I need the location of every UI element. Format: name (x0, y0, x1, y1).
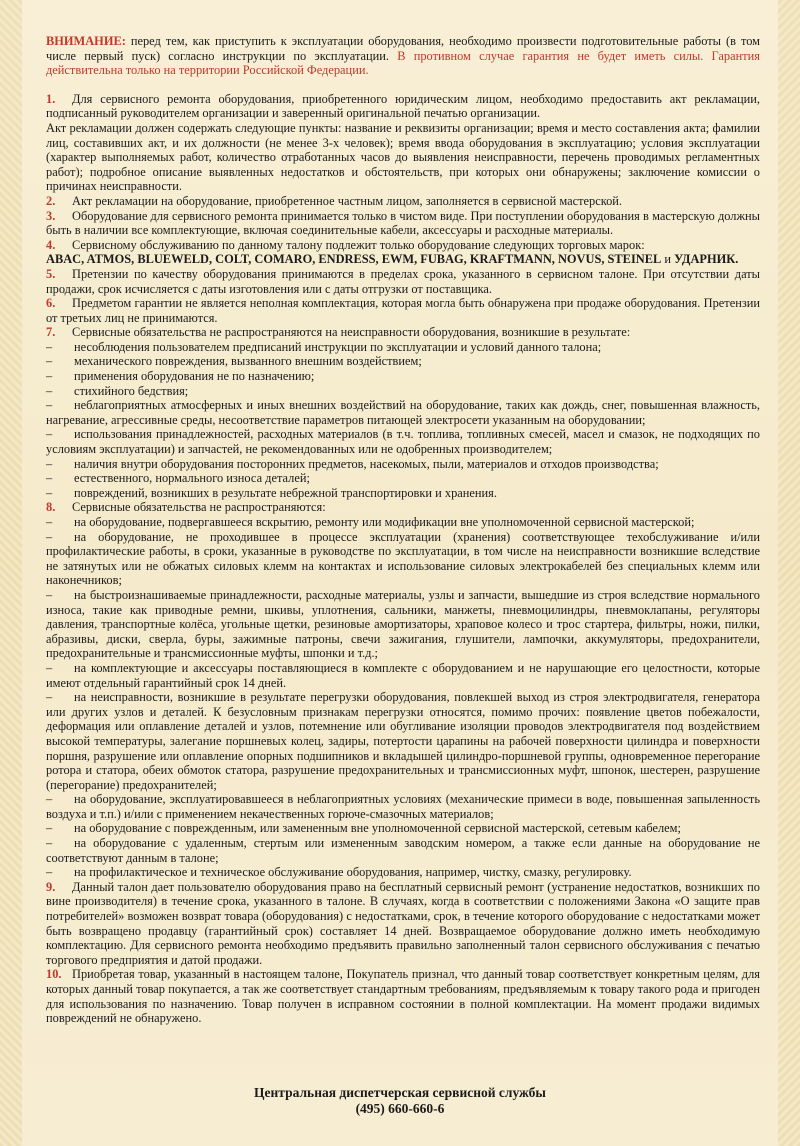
list-item (46, 690, 760, 792)
notice-text: перед тем, как приступить к эксплуатации оборудования, необходимо произвести подготовительные работы (в том числе первый пуск) согласно инструкции по эксплуатации. (46, 34, 760, 63)
clause-text: Претензии по качеству оборудования принимаются в пределах срока, указанного в сервисном талоне. При отсутствии даты продажи, срок исчисляется с даты изготовления или с даты отгрузки от поставщика. (46, 266, 760, 296)
list-item-text: механического повреждения, вызванного внешним воздействием; (74, 354, 422, 369)
clause-2 (46, 194, 760, 209)
list-item-text: повреждений, возникших в результате небрежной транспортировки и хранения. (74, 485, 497, 500)
list-item (46, 836, 760, 865)
list-item (46, 398, 760, 427)
brand-names: ABAC, ATMOS, BLUEWELD, COLT, COMARO, ENDRESS, EWM, FUBAG, KRAFTMANN, NOVUS, STEINEL (46, 252, 662, 267)
brand-last: УДАРНИК (674, 252, 736, 267)
brand-and: и (661, 252, 675, 267)
clause-text: Для сервисного ремонта оборудования, приобретенного юридическим лицом, необходимо предоставить акт рекламации, подписанный руководителем организации и заверенный оригинальной печатью организации. (46, 91, 760, 121)
list-dash: – (46, 792, 53, 807)
clause-text: Сервисному обслуживанию по данному талону подлежит только оборудование следующих торговых марок: (72, 237, 645, 252)
list-item (46, 471, 760, 486)
list-item-text: на оборудование с поврежденным, или замененным вне уполномоченной сервисной мастерской, сетевым кабелем; (74, 821, 681, 836)
clause-8 (46, 500, 760, 515)
list-item (46, 530, 760, 588)
list-item-text: на оборудование, не проходившее в процессе эксплуатации (хранения) соответствующее техобслуживание и/или профилактические работы, в сроки, указанные в руководстве по эксплуатации, в том числе на неисправности возникшие вследствие не затянутых или не обжатых силовых клемм на контактах и использование силовых электрокабелей без специальных клемм или наконечников; (46, 529, 760, 588)
list-item (46, 792, 760, 821)
clause-text: Акт рекламации на оборудование, приобретенное частным лицом, заполняется в сервисной мастерской. (72, 193, 623, 208)
list-item-text: наличия внутри оборудования посторонних предметов, насекомых, пыли, материалов и отходов производства; (74, 456, 659, 471)
clause-text: Предметом гарантии не является неполная комплектация, которая могла быть обнаружена при продаже оборудования. Претензии от третьих лиц не принимаются. (46, 296, 760, 325)
warranty-terms (46, 34, 760, 1026)
clause-3 (46, 209, 760, 238)
list-dash: – (46, 369, 53, 384)
clause-number: 1. (46, 91, 56, 106)
clause-5 (46, 267, 760, 296)
clause-number: 10. (46, 967, 62, 982)
list-item-text: несоблюдения пользователем предписаний инструкции по эксплуатации и условий данного талона; (74, 339, 602, 354)
list-dash: – (46, 354, 53, 369)
list-dash: – (46, 515, 53, 529)
clause-1-continuation: Акт рекламации должен содержать следующие пункты: название и реквизиты организации; время и место составления акта; фамилии лиц, составивших акт, и их должности (не менее 3-х человек); время ввода оборудования в эксплуатацию; условия эксплуатации (характер выполняемых работ, количество отработанных часов до выявления неисправности, перечень проводимых регламентных работ); подробное описание выявленных недостатков и обстоятельств, при которых они обнаружены; заключение комиссии о причинах неисправности. (46, 120, 760, 194)
clause-7 (46, 325, 760, 340)
list-item-text: на оборудование, подвергавшееся вскрытию, ремонту или модификации вне уполномоченной сервисной мастерской; (74, 515, 695, 529)
clause-number: 8. (46, 500, 56, 515)
list-item (46, 821, 760, 836)
list-item-text: на профилактическое и техническое обслуживание оборудования, например, чистку, смазку, регулировку. (74, 865, 632, 880)
decorative-border-right (778, 0, 800, 1146)
brand-list (46, 252, 760, 267)
list-item (46, 427, 760, 456)
list-dash: – (46, 398, 53, 413)
list-dash: – (46, 383, 53, 398)
decorative-border-left (0, 0, 22, 1146)
notice-paragraph (46, 34, 760, 78)
list-item-text: на оборудование, эксплуатировавшееся в неблагоприятных условиях (механические примеси в воде, повышенная запыленность воздуха и т.п.) и/или с применением некачественных горюче-смазочных материалов; (46, 792, 760, 821)
list-item-text: на оборудование с удаленным, стертым или измененным заводским номером, а также если данные на оборудование не соответствуют данным в талоне; (46, 836, 760, 865)
list-item-text: на быстроизнашиваемые принадлежности, расходные материалы, узлы и запчасти, вышедшие из строя вследствие нормального износа, такие как приводные ремни, шкивы, уплотнения, сальники, манжеты, пневмоцилиндры, пневмоклапаны, регуляторы давления, транспортные колёса, угольные щетки, резиновые амортизаторы, храповое колесо и трос стартера, фильтры, ножи, пилки, абразивы, диски, сверла, буры, зажимные патроны, свечи зажигания, глушители, лампочки, аккумуляторы, предохранители, предохранительные и трансмиссионные муфты, шпонки и т.д.; (46, 587, 760, 661)
list-dash: – (46, 660, 53, 675)
clause-number: 7. (46, 325, 56, 340)
list-item (46, 661, 760, 690)
clause-text: Данный талон дает пользователю оборудования право на бесплатный сервисный ремонт (устранение недостатков, возникших по вине производителя) в течение срока, указанного в талоне. В случаях, когда в соответствии с положениями Закона «О защите прав потребителей» возможен возврат товара (оборудования) с недостатками, срок, в течение которого оборудование с недостатками может быть возвращено продавцу (гарантийный срок) составляет 14 дней. Возвращаемое оборудование должно иметь необходимую комплектацию. Для сервисного ремонта необходимо предъявить правильно заполненный талон сервисного обслуживания с печатью торгового предприятия и датой продажи. (46, 879, 760, 967)
clause-text: Сервисные обязательства не распространяются на неисправности оборудования, возникшие в результате: (72, 325, 631, 340)
clause-10 (46, 967, 760, 1025)
clause-9 (46, 880, 760, 968)
list-item-text: на комплектующие и аксессуары поставляющиеся в комплекте с оборудованием и не нарушающие его целостности, которые имеют отдельный гарантийный срок 14 дней. (46, 660, 760, 690)
list-dash: – (46, 836, 53, 851)
list-item (46, 384, 760, 399)
list-dash: – (46, 690, 53, 705)
clause-text: Приобретая товар, указанный в настоящем талоне, Покупатель признал, что данный товар соответствует конкретным целям, для которых данный товар покупается, а так же соответствует стандартным требованиям, предъявляемым к товару такого рода и пригоден для использования по назначению. Товар получен в исправном состоянии в полной комплектации. На момент продажи видимых повреждений не обнаружено. (46, 967, 760, 1026)
list-item (46, 486, 760, 501)
clause-number: 2. (46, 193, 56, 208)
list-item-text: использования принадлежностей, расходных материалов (в т.ч. топлива, топливных смесей, масел и смазок, не подходящих по условиям эксплуатации) и запчастей, не рекомендованных или не одобренных производителем; (46, 427, 760, 457)
clause-text: Сервисные обязательства не распространяются: (72, 500, 326, 515)
clause-6 (46, 296, 760, 325)
list-item (46, 369, 760, 384)
notice-label: ВНИМАНИЕ: (46, 34, 126, 48)
list-item-text: на неисправности, возникшие в результате перегрузки оборудования, повлекшей выход из строя электродвигателя, генератора или других узлов и деталей. К безусловным признакам перегрузки относятся, помимо прочих: появление цветов побежалости, деформация или оплавление деталей и узлов, потемнение или обугливание изоляции проводов электродвигателя под воздействием высокой температуры, залегание поршневых колец, задиры, потертости царапины на рабочей поверхности цилиндра и поверхности поршня, разрушение или оплавление опорных подшипников и вкладышей цилиндро-поршневой группы, одновременное перегорание ротора и статора, обеих обмоток статора, разрушение предохранительных и трансмиссионных муфт, шпонок, шестерен, разрушение (перегорание) предохранителей; (46, 690, 760, 792)
service-phone: (495) 660-660-6 (355, 1101, 445, 1116)
list-dash: – (46, 587, 53, 602)
list-item-text: неблагоприятных атмосферных и иных внешних воздействий на оборудование, таких как дождь, снег, повышенная влажность, нагревание, агрессивные среды, несоответствие параметров питающей электросети указанным на оборудовании; (46, 398, 760, 427)
clause-number: 4. (46, 237, 56, 252)
list-dash: – (46, 471, 53, 486)
clause-text: Оборудование для сервисного ремонта принимается только в чистом виде. При поступлении оборудования в мастерскую должны быть в наличии все комплектующие, включая соединительные кабели, аксессуары и расходные материалы. (46, 208, 760, 238)
brand-dot: . (735, 252, 739, 267)
clause-number: 9. (46, 879, 56, 894)
list-dash: – (46, 427, 53, 442)
clause-4 (46, 238, 760, 253)
list-item-text: применения оборудования не по назначению; (74, 369, 315, 384)
list-item-text: естественного, нормального износа деталей; (74, 471, 310, 486)
list-dash: – (46, 529, 53, 544)
list-item (46, 588, 760, 661)
clause-number: 6. (46, 296, 56, 311)
list-item (46, 515, 760, 530)
service-contact (0, 1085, 800, 1117)
list-dash: – (46, 865, 53, 880)
list-dash: – (46, 339, 53, 354)
list-item (46, 340, 760, 355)
clause-1 (46, 92, 760, 121)
list-item (46, 457, 760, 472)
list-dash: – (46, 821, 53, 836)
clause-number: 5. (46, 266, 56, 281)
notice-red-text: В противном случае гарантия не будет иметь силы. Гарантия действительна только на территории Российской Федерации. (46, 48, 760, 78)
list-item (46, 354, 760, 369)
list-dash: – (46, 456, 53, 471)
clause-number: 3. (46, 208, 56, 223)
service-contact-title: Центральная диспетчерская сервисной службы (254, 1085, 546, 1100)
list-item (46, 865, 760, 880)
list-item-text: стихийного бедствия; (74, 383, 189, 398)
list-dash: – (46, 485, 53, 500)
